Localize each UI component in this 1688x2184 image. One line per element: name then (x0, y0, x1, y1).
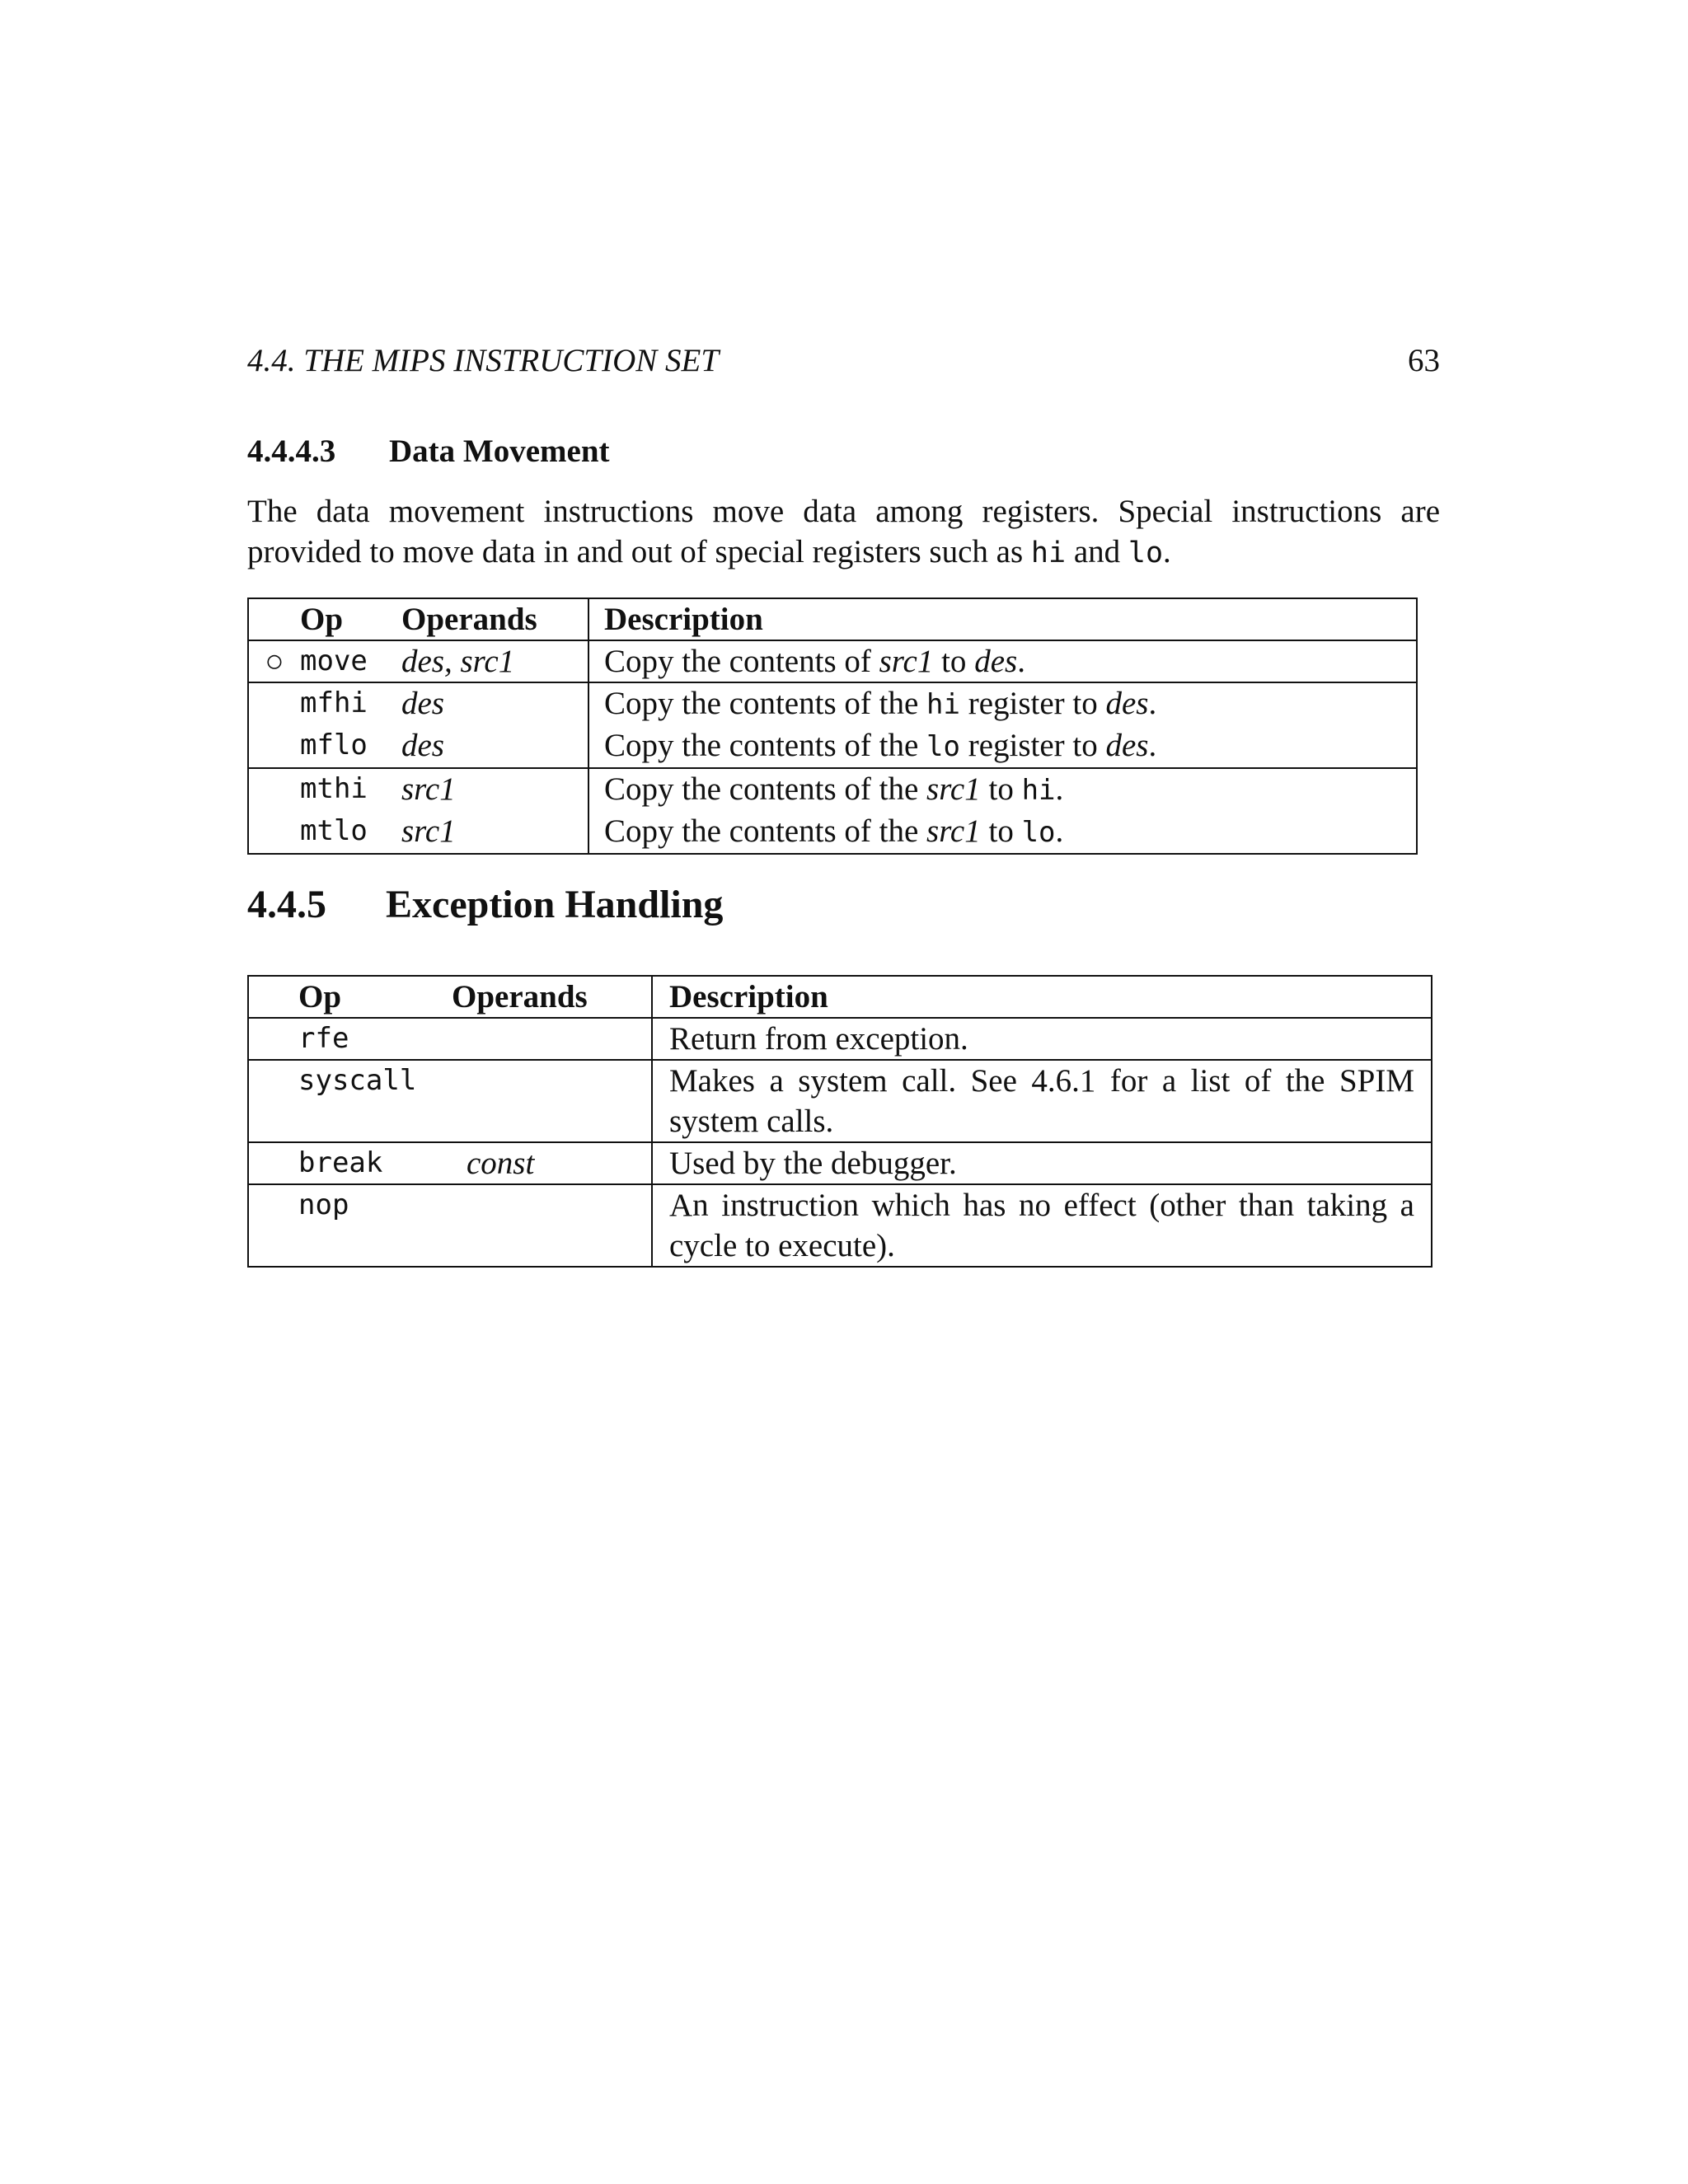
running-head-title: 4.4. THE MIPS INSTRUCTION SET (247, 343, 720, 378)
op-cell: rfe (248, 1018, 452, 1060)
operands-cell: des, src1 (401, 640, 588, 682)
page-number: 63 (1408, 343, 1440, 378)
description-cell: Makes a system call. See 4.6.1 for a list of the SPIM system calls. (652, 1060, 1432, 1142)
table-row (248, 1142, 1432, 1184)
description-cell: Return from exception. (652, 1018, 1432, 1060)
desc-register: lo (1021, 816, 1056, 849)
code-hi: hi (1030, 537, 1067, 569)
running-head (247, 342, 1440, 379)
desc-text: Copy the contents of the (604, 728, 927, 763)
desc-text: register to (959, 728, 1106, 763)
op-cell: move (300, 640, 401, 682)
table-row (248, 682, 1417, 725)
desc-text: Copy the contents of the (604, 771, 927, 807)
subsection-heading (247, 433, 610, 470)
subsection-number: 4.4.4.3 (247, 434, 336, 469)
table-row (248, 768, 1417, 811)
table-row (248, 811, 1417, 854)
operands-cell: des (401, 682, 588, 725)
pseudo-op-mark (248, 768, 300, 811)
description-header: Description (588, 598, 1417, 640)
description-cell (588, 725, 1417, 768)
intro-text-and: and (1066, 534, 1128, 569)
operands-cell (452, 1184, 652, 1267)
desc-operand: des (1105, 686, 1149, 721)
desc-text: Copy the contents of the (604, 686, 927, 721)
table-row (248, 1184, 1432, 1267)
desc-operand: des (974, 644, 1018, 679)
operands-cell: des (401, 728, 444, 763)
pseudo-op-mark (248, 811, 300, 854)
op-cell: syscall (248, 1060, 452, 1142)
op-cell: break (248, 1142, 452, 1184)
desc-text: Copy the contents of (604, 644, 879, 679)
operands-header: Operands (401, 598, 588, 640)
table-row (248, 1018, 1432, 1060)
op-header: Op (248, 976, 452, 1018)
code-lo: lo (1128, 537, 1164, 569)
desc-text: to (933, 644, 975, 679)
subsection-title: Data Movement (389, 434, 610, 469)
desc-operand: src1 (926, 813, 981, 849)
desc-operand: src1 (926, 771, 981, 807)
table-header-row (248, 976, 1432, 1018)
desc-text: register to (959, 686, 1106, 721)
desc-text: to (980, 771, 1022, 807)
section-heading (247, 882, 723, 927)
desc-text: . (1055, 771, 1064, 807)
exception-handling-table (247, 975, 1432, 1268)
description-cell: An instruction which has no effect (other than taking a cycle to execute). (652, 1184, 1432, 1267)
description-cell (588, 768, 1417, 811)
operands-header: Operands (452, 976, 652, 1018)
desc-register: lo (926, 730, 960, 763)
op-cell: nop (248, 1184, 452, 1267)
desc-text: . (1148, 686, 1157, 721)
desc-operand: des (1105, 728, 1149, 763)
op-cell: mthi (300, 768, 401, 811)
op-cell: mtlo (300, 814, 368, 847)
desc-text: . (1148, 728, 1157, 763)
data-movement-table (247, 598, 1418, 855)
desc-text: . (1055, 813, 1064, 849)
description-cell: Used by the debugger. (652, 1142, 1432, 1184)
desc-text: Copy the contents of the (604, 813, 927, 849)
operands-cell (452, 1018, 652, 1060)
section-title: Exception Handling (386, 883, 724, 926)
desc-operand: src1 (879, 644, 934, 679)
pseudo-op-mark (248, 682, 300, 725)
intro-paragraph (247, 491, 1440, 574)
table-row (248, 725, 1417, 768)
description-cell (588, 682, 1417, 725)
mark-header (248, 598, 300, 640)
description-cell (588, 640, 1417, 682)
description-header: Description (652, 976, 1432, 1018)
table-row (248, 640, 1417, 682)
pseudo-op-mark: ○ (248, 640, 300, 682)
operands-cell: src1 (401, 813, 456, 849)
desc-register: hi (926, 688, 960, 721)
section-number: 4.4.5 (247, 883, 326, 926)
operands-cell (452, 1060, 652, 1142)
desc-register: hi (1021, 774, 1056, 807)
table-row (248, 1060, 1432, 1142)
pseudo-op-mark (248, 725, 300, 768)
description-cell (588, 811, 1417, 854)
desc-text: . (1017, 644, 1025, 679)
operands-cell: src1 (401, 768, 588, 811)
intro-text-end: . (1163, 534, 1171, 569)
op-header: Op (300, 598, 401, 640)
table-header-row (248, 598, 1417, 640)
intro-text: The data movement instructions move data among registers. Special instructions are provided to move data in and out of special registers such as (247, 494, 1440, 569)
op-cell: mfhi (300, 682, 401, 725)
op-cell: mflo (300, 729, 368, 762)
desc-text: to (980, 813, 1022, 849)
operands-cell: const (452, 1142, 652, 1184)
